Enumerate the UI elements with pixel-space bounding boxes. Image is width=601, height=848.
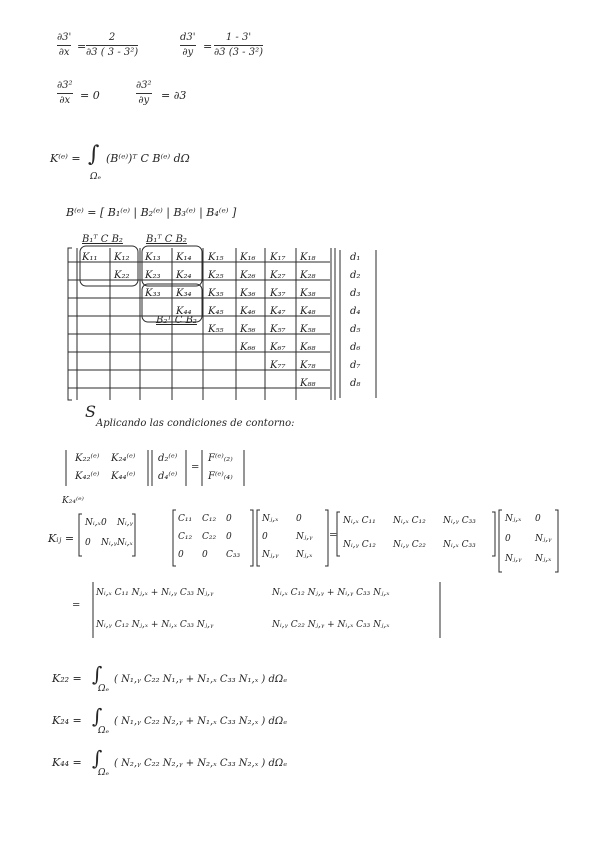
kij-m4-cell: Nᵢ,ᵧ C₂₂ xyxy=(393,540,426,550)
kij-m2-cell: C₁₂ xyxy=(178,532,193,542)
matrix-cell: K₂₃ xyxy=(145,270,161,281)
matrix-cell: K₁₅ xyxy=(208,252,224,263)
kij-m3-cell: 0 xyxy=(262,532,268,542)
matrix-cell: K₄₈ xyxy=(300,306,316,317)
integral-domain: Ωₑ xyxy=(98,768,109,778)
matrix-cell: K₅₈ xyxy=(300,324,316,335)
reduced-note-k24: K₂₄⁽ᵉ⁾ xyxy=(62,496,84,506)
kij-m2-cell: 0 xyxy=(226,532,232,542)
kij-r21: Nᵢ,ᵧ C₁₂ Nⱼ,ₓ + Nᵢ,ₓ C₃₃ Nⱼ,ᵧ xyxy=(96,620,214,630)
final-eq-integrand: ( N₁,ᵧ C₂₂ N₂,ᵧ + N₁,ₓ C₃₃ N₂,ₓ ) dΩₑ xyxy=(114,716,288,727)
matrix-cell: K₄₅ xyxy=(208,306,224,317)
deriv-4-lhs: ∂3² ∂y xyxy=(136,80,152,106)
kij-m1-cell: 0 xyxy=(85,538,91,548)
kij-m4-cell: Nᵢ,ᵧ C₁₂ xyxy=(343,540,376,550)
matrix-cell: K₁₁ xyxy=(82,252,98,263)
kij-m3-cell: Nⱼ,ₓ xyxy=(296,550,313,560)
kij-r12: Nᵢ,ₓ C₁₂ Nⱼ,ᵧ + Nᵢ,ᵧ C₃₃ Nⱼ,ₓ xyxy=(272,588,390,598)
integral-sign: ∫ xyxy=(92,704,103,728)
final-eq-lhs: K₂₂ = xyxy=(52,672,82,685)
kij-m4-cell: Nᵢ,ₓ C₃₃ xyxy=(443,540,476,550)
matrix-cell: K₂₄ xyxy=(176,270,192,281)
final-eq-lhs: K₄₄ = xyxy=(52,756,82,769)
matrix-cell: K₂₅ xyxy=(208,270,224,281)
vector-entry: d₂ xyxy=(350,270,361,281)
kij-m5-cell: Nⱼ,ₓ xyxy=(535,554,552,564)
vector-entry: d₃ xyxy=(350,288,361,299)
matrix-cell: K₄₇ xyxy=(270,306,286,317)
block-label-1: B₁ᵀ C B₂ xyxy=(82,234,123,245)
kij-m3-cell: Nⱼ,ᵧ xyxy=(296,532,313,542)
matrix-cell: K₁₃ xyxy=(145,252,161,263)
matrix-cell: K₃₆ xyxy=(240,288,256,299)
reduced-d2: d₂⁽ᵉ⁾ xyxy=(158,453,178,464)
matrix-cell: K₃₈ xyxy=(300,288,316,299)
vector-entry: d₇ xyxy=(350,360,361,371)
vector-entry: d₅ xyxy=(350,324,361,335)
kij-r22: Nᵢ,ᵧ C₂₂ Nⱼ,ᵧ + Nᵢ,ₓ C₃₃ Nⱼ,ₓ xyxy=(272,620,390,630)
vector-entry: d₄ xyxy=(350,306,361,317)
kij-m5-cell: Nⱼ,ₓ xyxy=(505,514,522,524)
kij-m3-cell: Nⱼ,ᵧ xyxy=(262,550,279,560)
kij-m2-cell: C₂₂ xyxy=(202,532,217,542)
matrix-cell: K₄₆ xyxy=(240,306,256,317)
matrix-cell: K₄₄ xyxy=(176,306,192,317)
final-eq-lhs: K₂₄ = xyxy=(52,714,82,727)
kij-lhs: Kᵢⱼ = xyxy=(48,532,75,545)
matrix-cell: K₅₆ xyxy=(240,324,256,335)
integral-sign: ∫ xyxy=(92,746,103,770)
kij-m2-cell: C₃₃ xyxy=(226,550,241,560)
kij-m3-cell: Nⱼ,ₓ xyxy=(262,514,279,524)
matrix-cell: K₁₄ xyxy=(176,252,192,263)
kij-result-eq: = xyxy=(72,600,81,611)
kij-m5-cell: Nⱼ,ᵧ xyxy=(505,554,522,564)
matrix-cell: K₆₈ xyxy=(300,342,316,353)
kij-m3-cell: 0 xyxy=(296,514,302,524)
reduced-k42: K₄₂⁽ᵉ⁾ xyxy=(75,471,100,482)
matrix-cell: K₅₇ xyxy=(270,324,286,335)
kij-r11: Nᵢ,ₓ C₁₁ Nⱼ,ₓ + Nᵢ,ᵧ C₃₃ Nⱼ,ᵧ xyxy=(96,588,214,598)
matrix-cell: K₃₇ xyxy=(270,288,286,299)
stiffness-lhs: K⁽ᵉ⁾ = xyxy=(50,152,81,165)
reduced-f4: F⁽ᵉ⁾₍₄₎ xyxy=(208,471,233,482)
kij-m2-cell: 0 xyxy=(178,550,184,560)
kij-m1-cell: Nᵢ,ᵧ xyxy=(117,518,133,528)
stiffness-integrand: (B⁽ᵉ⁾)ᵀ C B⁽ᵉ⁾ dΩ xyxy=(106,152,190,165)
deriv-2-lhs: d3' ∂y xyxy=(180,32,196,58)
integral-domain: Ωₑ xyxy=(98,684,109,694)
matrix-cell: K₁₇ xyxy=(270,252,286,263)
matrix-cell: K₃₅ xyxy=(208,288,224,299)
deriv-4-rhs: = ∂3 xyxy=(161,89,187,102)
kij-m4-cell: Nᵢ,ₓ C₁₂ xyxy=(393,516,426,526)
matrix-cell: K₅₅ xyxy=(208,324,224,335)
kij-m2-cell: 0 xyxy=(226,514,232,524)
matrix-cell: K₂₆ xyxy=(240,270,256,281)
matrix-cell: K₂₇ xyxy=(270,270,286,281)
kij-m4-cell: Nᵢ,ᵧ C₃₃ xyxy=(443,516,476,526)
kij-m4-cell: Nᵢ,ₓ C₁₁ xyxy=(343,516,376,526)
vector-entry: d₈ xyxy=(350,378,361,389)
kij-m2-cell: C₁₂ xyxy=(202,514,217,524)
matrix-cell: K₁₈ xyxy=(300,252,316,263)
integral-sign: ∫ xyxy=(92,662,103,686)
kij-m2-cell: 0 xyxy=(202,550,208,560)
kij-m5-cell: Nⱼ,ᵧ xyxy=(535,534,552,544)
kij-m5-cell: 0 xyxy=(535,514,541,524)
deriv-3-rhs: = 0 xyxy=(80,89,100,102)
kij-m5-cell: 0 xyxy=(505,534,511,544)
matrix-cell: K₈₈ xyxy=(300,378,316,389)
matrix-cell: K₃₃ xyxy=(145,288,161,299)
deriv-1-rhs: 2 ∂3 ( 3 - 3²) xyxy=(86,32,139,58)
b-matrix-definition: B⁽ᵉ⁾ = [ B₁⁽ᵉ⁾ | B₂⁽ᵉ⁾ | B₃⁽ᵉ⁾ | B₄⁽ᵉ⁾ ] xyxy=(66,206,237,219)
deriv-2-eq: = xyxy=(203,40,213,53)
vector-entry: d₁ xyxy=(350,252,361,263)
matrix-cell: K₂₈ xyxy=(300,270,316,281)
reduced-k22: K₂₂⁽ᵉ⁾ xyxy=(75,453,100,464)
kij-m1-cell: Nᵢ,ₓ xyxy=(85,518,101,528)
matrix-cell: K₇₈ xyxy=(300,360,316,371)
matrix-cell: K₇₇ xyxy=(270,360,286,371)
matrix-cell: K₁₂ xyxy=(114,252,130,263)
integral-domain: Ωₑ xyxy=(98,726,109,736)
final-eq-integrand: ( N₁,ᵧ C₂₂ N₁,ᵧ + N₁,ₓ C₃₃ N₁,ₓ ) dΩₑ xyxy=(114,674,288,685)
reduced-eq: = xyxy=(191,462,200,473)
reduced-k24: K₂₄⁽ᵉ⁾ xyxy=(111,453,136,464)
kij-m2-cell: C₁₁ xyxy=(178,514,193,524)
reduced-f2: F⁽ᵉ⁾₍₂₎ xyxy=(208,453,233,464)
matrix-cell: K₂₂ xyxy=(114,270,130,281)
kij-eq: = xyxy=(329,530,338,541)
reduced-d4: d₄⁽ᵉ⁾ xyxy=(158,471,178,482)
deriv-2-rhs: 1 - 3' ∂3 (3 - 3²) xyxy=(214,32,263,58)
vector-entry: d₆ xyxy=(350,342,361,353)
reduced-k44: K₄₄⁽ᵉ⁾ xyxy=(111,471,136,482)
final-eq-integrand: ( N₂,ᵧ C₂₂ N₂,ᵧ + N₂,ₓ C₃₃ N₂,ₓ ) dΩₑ xyxy=(114,758,288,769)
deriv-3-lhs: ∂3² ∂x xyxy=(57,80,73,106)
integral-sign: ∫ xyxy=(88,142,100,167)
matrix-cell: K₁₆ xyxy=(240,252,256,263)
block-label-3: B₂ᵀ C B₂ xyxy=(156,315,197,326)
block-label-2: B₁ᵀ C B₂ xyxy=(146,234,187,245)
symmetry-mark: S xyxy=(85,402,96,421)
kij-m1-cell: Nᵢ,ₓ xyxy=(117,538,133,548)
matrix-cell: K₆₇ xyxy=(270,342,286,353)
deriv-1-lhs: ∂3' ∂x xyxy=(57,32,72,58)
matrix-cell: K₃₄ xyxy=(176,288,192,299)
integral-domain: Ωₑ xyxy=(90,172,101,182)
boundary-conditions-note: Aplicando las condiciones de contorno: xyxy=(96,418,295,429)
kij-m1-cell: 0 xyxy=(101,518,107,528)
deriv-1-eq: = xyxy=(77,40,87,53)
kij-m1-cell: Nᵢ,ᵧ xyxy=(101,538,117,548)
matrix-cell: K₆₆ xyxy=(240,342,256,353)
